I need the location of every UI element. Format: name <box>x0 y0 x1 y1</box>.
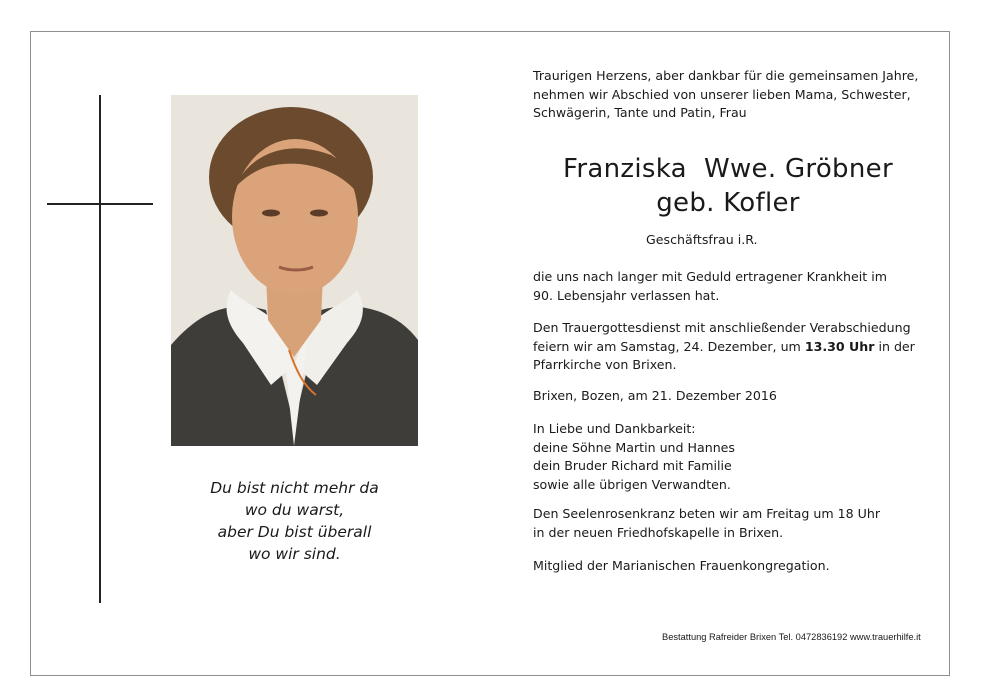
portrait-photo <box>171 95 418 446</box>
mourners-line: In Liebe und Dankbarkeit: <box>533 421 696 436</box>
poem-line: wo du warst, <box>244 501 345 519</box>
funeral-line <box>533 338 915 357</box>
deceased-name: Franziska Wwe. Gröbner <box>563 154 893 184</box>
funeral-time: 13.30 Uhr <box>804 338 875 354</box>
intro-line: Traurigen Herzens, aber dankbar für die gemeinsamen Jahre, <box>533 68 919 83</box>
mourners-line: dein Bruder Richard mit Familie <box>533 458 732 473</box>
funeral-line: Den Trauergottesdienst mit anschließender Verabschiedung <box>533 320 911 335</box>
membership: Mitglied der Marianischen Frauenkongregation. <box>533 558 830 573</box>
deceased-profession: Geschäftsfrau i.R. <box>646 232 758 247</box>
funeral-line: Pfarrkirche von Brixen. <box>533 357 677 372</box>
funeral-date: feiern wir am Samstag, 24. Dezember, um <box>533 338 805 354</box>
deceased-name-block <box>533 152 923 220</box>
poem-line: Du bist nicht mehr da <box>210 479 379 497</box>
cross-icon-vertical <box>99 95 101 603</box>
mourners-line: sowie alle übrigen Verwandten. <box>533 476 731 492</box>
rosary-line: in der neuen Friedhofskapelle in Brixen. <box>533 524 784 540</box>
poem-line: aber Du bist überall <box>217 523 372 541</box>
memorial-poem <box>171 477 418 565</box>
mourners-list <box>533 420 735 494</box>
rosary-info <box>533 505 880 542</box>
death-notice <box>533 268 887 305</box>
funeral-info <box>533 319 915 375</box>
intro-line: nehmen wir Abschied von unserer lieben Mama, Schwester, <box>533 86 911 102</box>
mourners-line: deine Söhne Martin und Hannes <box>533 439 735 455</box>
death-notice-line: 90. Lebensjahr verlassen hat. <box>533 287 720 303</box>
deceased-birth-name: geb. Kofler <box>656 188 800 218</box>
rosary-line: Den Seelenrosenkranz beten wir am Freitag um 18 Uhr <box>533 506 880 521</box>
intro-text <box>533 67 918 123</box>
poem-line: wo wir sind. <box>248 545 341 563</box>
funeral-line-end: in der <box>874 338 915 354</box>
place-date: Brixen, Bozen, am 21. Dezember 2016 <box>533 388 777 403</box>
cross-icon-horizontal <box>47 203 153 205</box>
death-notice-line: die uns nach langer mit Geduld ertragener Krankheit im <box>533 269 887 284</box>
funeral-home-footer: Bestattung Rafreider Brixen Tel. 0472836192 www.trauerhilfe.it <box>662 632 921 642</box>
intro-line: Schwägerin, Tante und Patin, Frau <box>533 105 747 120</box>
